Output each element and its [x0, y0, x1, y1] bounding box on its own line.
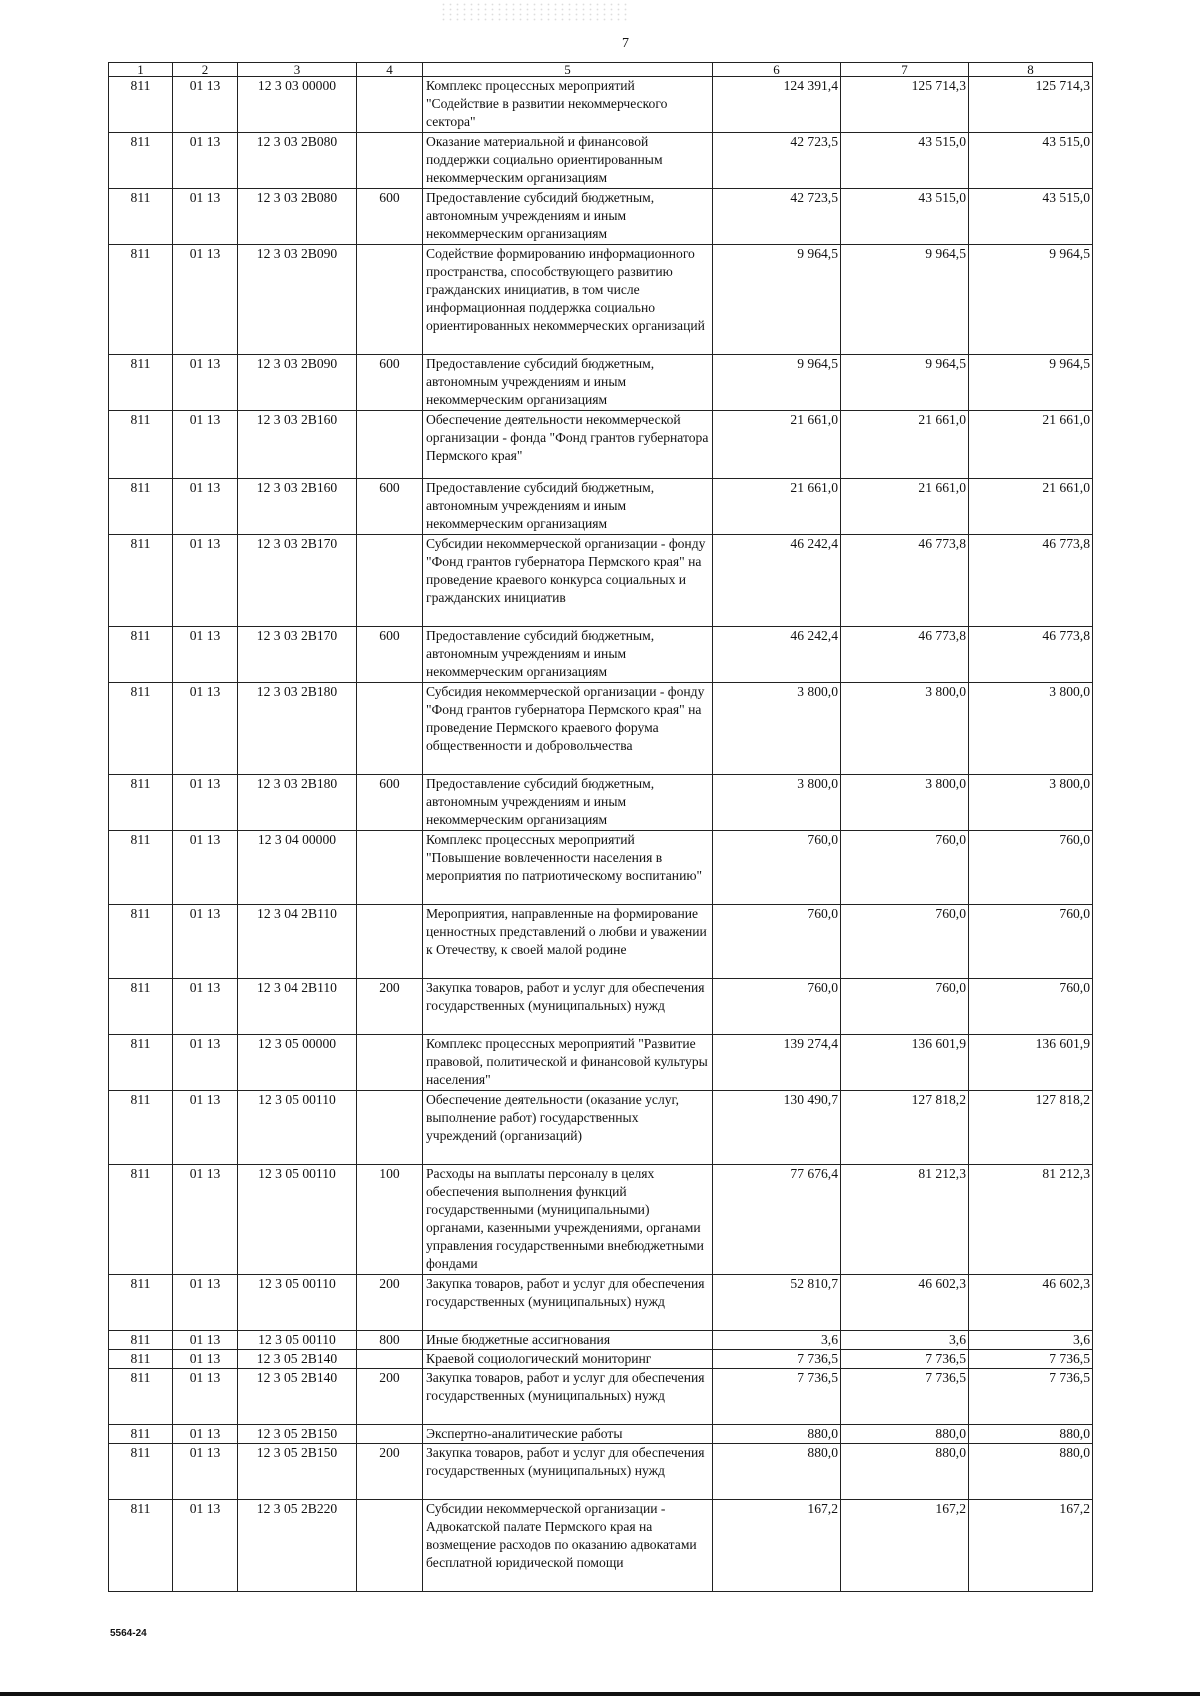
target-article-cell: 12 3 05 2В150 [238, 1444, 357, 1500]
expense-type-cell: 600 [357, 355, 423, 411]
section-code-cell: 01 13 [173, 479, 238, 535]
expense-type-cell [357, 1500, 423, 1592]
section-code-cell: 01 13 [173, 133, 238, 189]
description-cell: Содействие формированию информационного пространства, способствующего развитию гражданских инициатив, в том числе информационная поддержка социально ориентированных некоммерческих организаций [423, 245, 713, 355]
expense-type-cell: 600 [357, 627, 423, 683]
chapter-code-cell: 811 [109, 1165, 173, 1275]
amount-year1-cell: 7 736,5 [713, 1350, 841, 1369]
target-article-cell: 12 3 05 00110 [238, 1165, 357, 1275]
target-article-cell: 12 3 03 2В080 [238, 133, 357, 189]
amount-year3-cell: 7 736,5 [969, 1350, 1093, 1369]
amount-year1-cell: 167,2 [713, 1500, 841, 1592]
expense-type-cell [357, 77, 423, 133]
chapter-code-cell: 811 [109, 245, 173, 355]
amount-year2-cell: 760,0 [841, 905, 969, 979]
table-row [109, 1165, 1093, 1275]
target-article-cell: 12 3 03 00000 [238, 77, 357, 133]
amount-year2-cell: 167,2 [841, 1500, 969, 1592]
section-code-cell: 01 13 [173, 1500, 238, 1592]
section-code-cell: 01 13 [173, 1444, 238, 1500]
amount-year1-cell: 3 800,0 [713, 683, 841, 775]
section-code-cell: 01 13 [173, 979, 238, 1035]
chapter-code-cell: 811 [109, 831, 173, 905]
amount-year3-cell: 167,2 [969, 1500, 1093, 1592]
amount-year2-cell: 127 818,2 [841, 1091, 969, 1165]
amount-year2-cell: 9 964,5 [841, 245, 969, 355]
amount-year1-cell: 77 676,4 [713, 1165, 841, 1275]
column-header: 7 [841, 63, 969, 77]
target-article-cell: 12 3 04 2В110 [238, 905, 357, 979]
table-row [109, 1369, 1093, 1425]
table-row [109, 411, 1093, 479]
target-article-cell: 12 3 03 2В080 [238, 189, 357, 245]
section-code-cell: 01 13 [173, 1350, 238, 1369]
description-cell: Оказание материальной и финансовой поддержки социально ориентированным некоммерческим организациям [423, 133, 713, 189]
target-article-cell: 12 3 03 2В180 [238, 775, 357, 831]
amount-year3-cell: 46 773,8 [969, 535, 1093, 627]
expense-type-cell [357, 535, 423, 627]
amount-year1-cell: 3,6 [713, 1331, 841, 1350]
amount-year1-cell: 760,0 [713, 979, 841, 1035]
table-row [109, 189, 1093, 245]
amount-year2-cell: 7 736,5 [841, 1369, 969, 1425]
section-code-cell: 01 13 [173, 831, 238, 905]
target-article-cell: 12 3 04 2В110 [238, 979, 357, 1035]
chapter-code-cell: 811 [109, 775, 173, 831]
chapter-code-cell: 811 [109, 189, 173, 245]
chapter-code-cell: 811 [109, 1035, 173, 1091]
table-row [109, 1035, 1093, 1091]
section-code-cell: 01 13 [173, 245, 238, 355]
target-article-cell: 12 3 03 2В090 [238, 245, 357, 355]
amount-year3-cell: 46 602,3 [969, 1275, 1093, 1331]
column-header: 2 [173, 63, 238, 77]
target-article-cell: 12 3 04 00000 [238, 831, 357, 905]
section-code-cell: 01 13 [173, 1369, 238, 1425]
amount-year2-cell: 3 800,0 [841, 683, 969, 775]
expense-type-cell: 200 [357, 1369, 423, 1425]
target-article-cell: 12 3 05 00110 [238, 1091, 357, 1165]
amount-year2-cell: 9 964,5 [841, 355, 969, 411]
amount-year2-cell: 880,0 [841, 1444, 969, 1500]
description-cell: Закупка товаров, работ и услуг для обеспечения государственных (муниципальных) нужд [423, 1444, 713, 1500]
target-article-cell: 12 3 03 2В160 [238, 411, 357, 479]
chapter-code-cell: 811 [109, 77, 173, 133]
amount-year1-cell: 760,0 [713, 905, 841, 979]
amount-year2-cell: 3 800,0 [841, 775, 969, 831]
expense-type-cell: 200 [357, 1444, 423, 1500]
amount-year1-cell: 7 736,5 [713, 1369, 841, 1425]
target-article-cell: 12 3 05 00000 [238, 1035, 357, 1091]
table-row [109, 1091, 1093, 1165]
column-header: 4 [357, 63, 423, 77]
description-cell: Обеспечение деятельности некоммерческой организации - фонда "Фонд грантов губернатора Пермского края" [423, 411, 713, 479]
description-cell: Расходы на выплаты персоналу в целях обеспечения выполнения функций государственными (муниципальными) органами, казенными учреждениями, органами управления государственными внебюджетными фондами [423, 1165, 713, 1275]
column-header: 5 [423, 63, 713, 77]
section-code-cell: 01 13 [173, 1165, 238, 1275]
description-cell: Обеспечение деятельности (оказание услуг, выполнение работ) государственных учреждений (организаций) [423, 1091, 713, 1165]
amount-year1-cell: 21 661,0 [713, 411, 841, 479]
page-number: 7 [622, 36, 629, 51]
amount-year2-cell: 760,0 [841, 831, 969, 905]
chapter-code-cell: 811 [109, 535, 173, 627]
amount-year1-cell: 9 964,5 [713, 245, 841, 355]
section-code-cell: 01 13 [173, 775, 238, 831]
table-row [109, 77, 1093, 133]
description-cell: Предоставление субсидий бюджетным, автономным учреждениям и иным некоммерческим организациям [423, 479, 713, 535]
amount-year3-cell: 43 515,0 [969, 133, 1093, 189]
description-cell: Комплекс процессных мероприятий "Содействие в развитии некоммерческого сектора" [423, 77, 713, 133]
amount-year2-cell: 46 773,8 [841, 627, 969, 683]
table-row [109, 1350, 1093, 1369]
document-code: 5564-24 [110, 1628, 147, 1639]
description-cell: Предоставление субсидий бюджетным, автономным учреждениям и иным некоммерческим организациям [423, 189, 713, 245]
chapter-code-cell: 811 [109, 355, 173, 411]
amount-year3-cell: 760,0 [969, 979, 1093, 1035]
table-row [109, 133, 1093, 189]
amount-year2-cell: 136 601,9 [841, 1035, 969, 1091]
table-row [109, 245, 1093, 355]
description-cell: Краевой социологический мониторинг [423, 1350, 713, 1369]
description-cell: Иные бюджетные ассигнования [423, 1331, 713, 1350]
chapter-code-cell: 811 [109, 1091, 173, 1165]
chapter-code-cell: 811 [109, 479, 173, 535]
amount-year1-cell: 46 242,4 [713, 627, 841, 683]
amount-year3-cell: 46 773,8 [969, 627, 1093, 683]
target-article-cell: 12 3 03 2В090 [238, 355, 357, 411]
section-code-cell: 01 13 [173, 411, 238, 479]
expense-type-cell [357, 1035, 423, 1091]
chapter-code-cell: 811 [109, 1425, 173, 1444]
amount-year3-cell: 880,0 [969, 1444, 1093, 1500]
section-code-cell: 01 13 [173, 1331, 238, 1350]
expense-type-cell: 600 [357, 775, 423, 831]
expense-type-cell [357, 831, 423, 905]
expense-type-cell: 200 [357, 1275, 423, 1331]
amount-year2-cell: 43 515,0 [841, 133, 969, 189]
amount-year1-cell: 3 800,0 [713, 775, 841, 831]
bottom-border [0, 1692, 1200, 1696]
target-article-cell: 12 3 05 2В220 [238, 1500, 357, 1592]
amount-year1-cell: 880,0 [713, 1425, 841, 1444]
description-cell: Мероприятия, направленные на формирование ценностных представлений о любви и уважении к Отечеству, к своей малой родине [423, 905, 713, 979]
target-article-cell: 12 3 03 2В170 [238, 627, 357, 683]
amount-year3-cell: 760,0 [969, 831, 1093, 905]
scan-speckle [440, 2, 630, 22]
section-code-cell: 01 13 [173, 1275, 238, 1331]
description-cell: Субсидии некоммерческой организации - фонду "Фонд грантов губернатора Пермского края" на проведение краевого конкурса социальных и гражданских инициатив [423, 535, 713, 627]
target-article-cell: 12 3 03 2В180 [238, 683, 357, 775]
amount-year3-cell: 125 714,3 [969, 77, 1093, 133]
chapter-code-cell: 811 [109, 627, 173, 683]
table-row [109, 1500, 1093, 1592]
amount-year3-cell: 760,0 [969, 905, 1093, 979]
table-row [109, 1275, 1093, 1331]
amount-year1-cell: 124 391,4 [713, 77, 841, 133]
chapter-code-cell: 811 [109, 133, 173, 189]
table-row [109, 627, 1093, 683]
expense-type-cell: 100 [357, 1165, 423, 1275]
table-row [109, 1425, 1093, 1444]
amount-year1-cell: 139 274,4 [713, 1035, 841, 1091]
expense-type-cell [357, 1091, 423, 1165]
expense-type-cell: 600 [357, 479, 423, 535]
amount-year3-cell: 127 818,2 [969, 1091, 1093, 1165]
amount-year3-cell: 9 964,5 [969, 355, 1093, 411]
section-code-cell: 01 13 [173, 535, 238, 627]
amount-year3-cell: 136 601,9 [969, 1035, 1093, 1091]
expense-type-cell: 200 [357, 979, 423, 1035]
target-article-cell: 12 3 05 2В140 [238, 1350, 357, 1369]
chapter-code-cell: 811 [109, 905, 173, 979]
description-cell: Закупка товаров, работ и услуг для обеспечения государственных (муниципальных) нужд [423, 979, 713, 1035]
amount-year3-cell: 81 212,3 [969, 1165, 1093, 1275]
amount-year1-cell: 9 964,5 [713, 355, 841, 411]
expense-type-cell [357, 683, 423, 775]
target-article-cell: 12 3 03 2В160 [238, 479, 357, 535]
section-code-cell: 01 13 [173, 189, 238, 245]
section-code-cell: 01 13 [173, 905, 238, 979]
section-code-cell: 01 13 [173, 627, 238, 683]
table-row [109, 683, 1093, 775]
chapter-code-cell: 811 [109, 1444, 173, 1500]
amount-year2-cell: 880,0 [841, 1425, 969, 1444]
chapter-code-cell: 811 [109, 979, 173, 1035]
column-header: 8 [969, 63, 1093, 77]
expense-type-cell: 800 [357, 1331, 423, 1350]
amount-year2-cell: 43 515,0 [841, 189, 969, 245]
chapter-code-cell: 811 [109, 1275, 173, 1331]
expense-type-cell: 600 [357, 189, 423, 245]
amount-year1-cell: 880,0 [713, 1444, 841, 1500]
table-header-row [109, 63, 1093, 77]
description-cell: Предоставление субсидий бюджетным, автономным учреждениям и иным некоммерческим организациям [423, 627, 713, 683]
chapter-code-cell: 811 [109, 411, 173, 479]
expense-type-cell [357, 1350, 423, 1369]
expense-type-cell [357, 905, 423, 979]
column-header: 3 [238, 63, 357, 77]
amount-year2-cell: 7 736,5 [841, 1350, 969, 1369]
description-cell: Комплекс процессных мероприятий "Повышение вовлеченности населения в мероприятия по патриотическому воспитанию" [423, 831, 713, 905]
amount-year1-cell: 130 490,7 [713, 1091, 841, 1165]
chapter-code-cell: 811 [109, 1500, 173, 1592]
chapter-code-cell: 811 [109, 683, 173, 775]
table-body [109, 77, 1093, 1592]
chapter-code-cell: 811 [109, 1350, 173, 1369]
table-row [109, 979, 1093, 1035]
amount-year3-cell: 43 515,0 [969, 189, 1093, 245]
target-article-cell: 12 3 05 00110 [238, 1331, 357, 1350]
budget-table [108, 62, 1093, 1592]
table-row [109, 355, 1093, 411]
chapter-code-cell: 811 [109, 1369, 173, 1425]
amount-year3-cell: 3 800,0 [969, 775, 1093, 831]
column-header: 1 [109, 63, 173, 77]
amount-year3-cell: 3,6 [969, 1331, 1093, 1350]
amount-year3-cell: 9 964,5 [969, 245, 1093, 355]
table-row [109, 479, 1093, 535]
amount-year2-cell: 3,6 [841, 1331, 969, 1350]
amount-year3-cell: 21 661,0 [969, 411, 1093, 479]
table-row [109, 535, 1093, 627]
column-header: 6 [713, 63, 841, 77]
section-code-cell: 01 13 [173, 1035, 238, 1091]
expense-type-cell [357, 133, 423, 189]
amount-year2-cell: 760,0 [841, 979, 969, 1035]
amount-year3-cell: 7 736,5 [969, 1369, 1093, 1425]
section-code-cell: 01 13 [173, 683, 238, 775]
amount-year1-cell: 42 723,5 [713, 133, 841, 189]
amount-year2-cell: 46 602,3 [841, 1275, 969, 1331]
chapter-code-cell: 811 [109, 1331, 173, 1350]
description-cell: Комплекс процессных мероприятий "Развитие правовой, политической и финансовой культуры населения" [423, 1035, 713, 1091]
target-article-cell: 12 3 05 2В150 [238, 1425, 357, 1444]
amount-year2-cell: 21 661,0 [841, 411, 969, 479]
description-cell: Закупка товаров, работ и услуг для обеспечения государственных (муниципальных) нужд [423, 1369, 713, 1425]
section-code-cell: 01 13 [173, 1091, 238, 1165]
table-row [109, 775, 1093, 831]
section-code-cell: 01 13 [173, 1425, 238, 1444]
amount-year1-cell: 760,0 [713, 831, 841, 905]
description-cell: Экспертно-аналитические работы [423, 1425, 713, 1444]
amount-year2-cell: 81 212,3 [841, 1165, 969, 1275]
table-row [109, 1444, 1093, 1500]
expense-type-cell [357, 411, 423, 479]
amount-year2-cell: 21 661,0 [841, 479, 969, 535]
description-cell: Предоставление субсидий бюджетным, автономным учреждениям и иным некоммерческим организациям [423, 775, 713, 831]
table-row [109, 831, 1093, 905]
target-article-cell: 12 3 05 2В140 [238, 1369, 357, 1425]
amount-year2-cell: 125 714,3 [841, 77, 969, 133]
amount-year3-cell: 880,0 [969, 1425, 1093, 1444]
target-article-cell: 12 3 03 2В170 [238, 535, 357, 627]
section-code-cell: 01 13 [173, 355, 238, 411]
amount-year1-cell: 52 810,7 [713, 1275, 841, 1331]
table-row [109, 1331, 1093, 1350]
table-row [109, 905, 1093, 979]
expense-type-cell [357, 245, 423, 355]
amount-year1-cell: 46 242,4 [713, 535, 841, 627]
description-cell: Субсидия некоммерческой организации - фонду "Фонд грантов губернатора Пермского края" на проведение Пермского краевого форума общественности и добровольчества [423, 683, 713, 775]
target-article-cell: 12 3 05 00110 [238, 1275, 357, 1331]
amount-year3-cell: 21 661,0 [969, 479, 1093, 535]
description-cell: Закупка товаров, работ и услуг для обеспечения государственных (муниципальных) нужд [423, 1275, 713, 1331]
amount-year1-cell: 21 661,0 [713, 479, 841, 535]
amount-year1-cell: 42 723,5 [713, 189, 841, 245]
expense-type-cell [357, 1425, 423, 1444]
section-code-cell: 01 13 [173, 77, 238, 133]
amount-year3-cell: 3 800,0 [969, 683, 1093, 775]
description-cell: Предоставление субсидий бюджетным, автономным учреждениям и иным некоммерческим организациям [423, 355, 713, 411]
description-cell: Субсидии некоммерческой организации - Адвокатской палате Пермского края на возмещение расходов по оказанию адвокатами бесплатной юридической помощи [423, 1500, 713, 1592]
amount-year2-cell: 46 773,8 [841, 535, 969, 627]
